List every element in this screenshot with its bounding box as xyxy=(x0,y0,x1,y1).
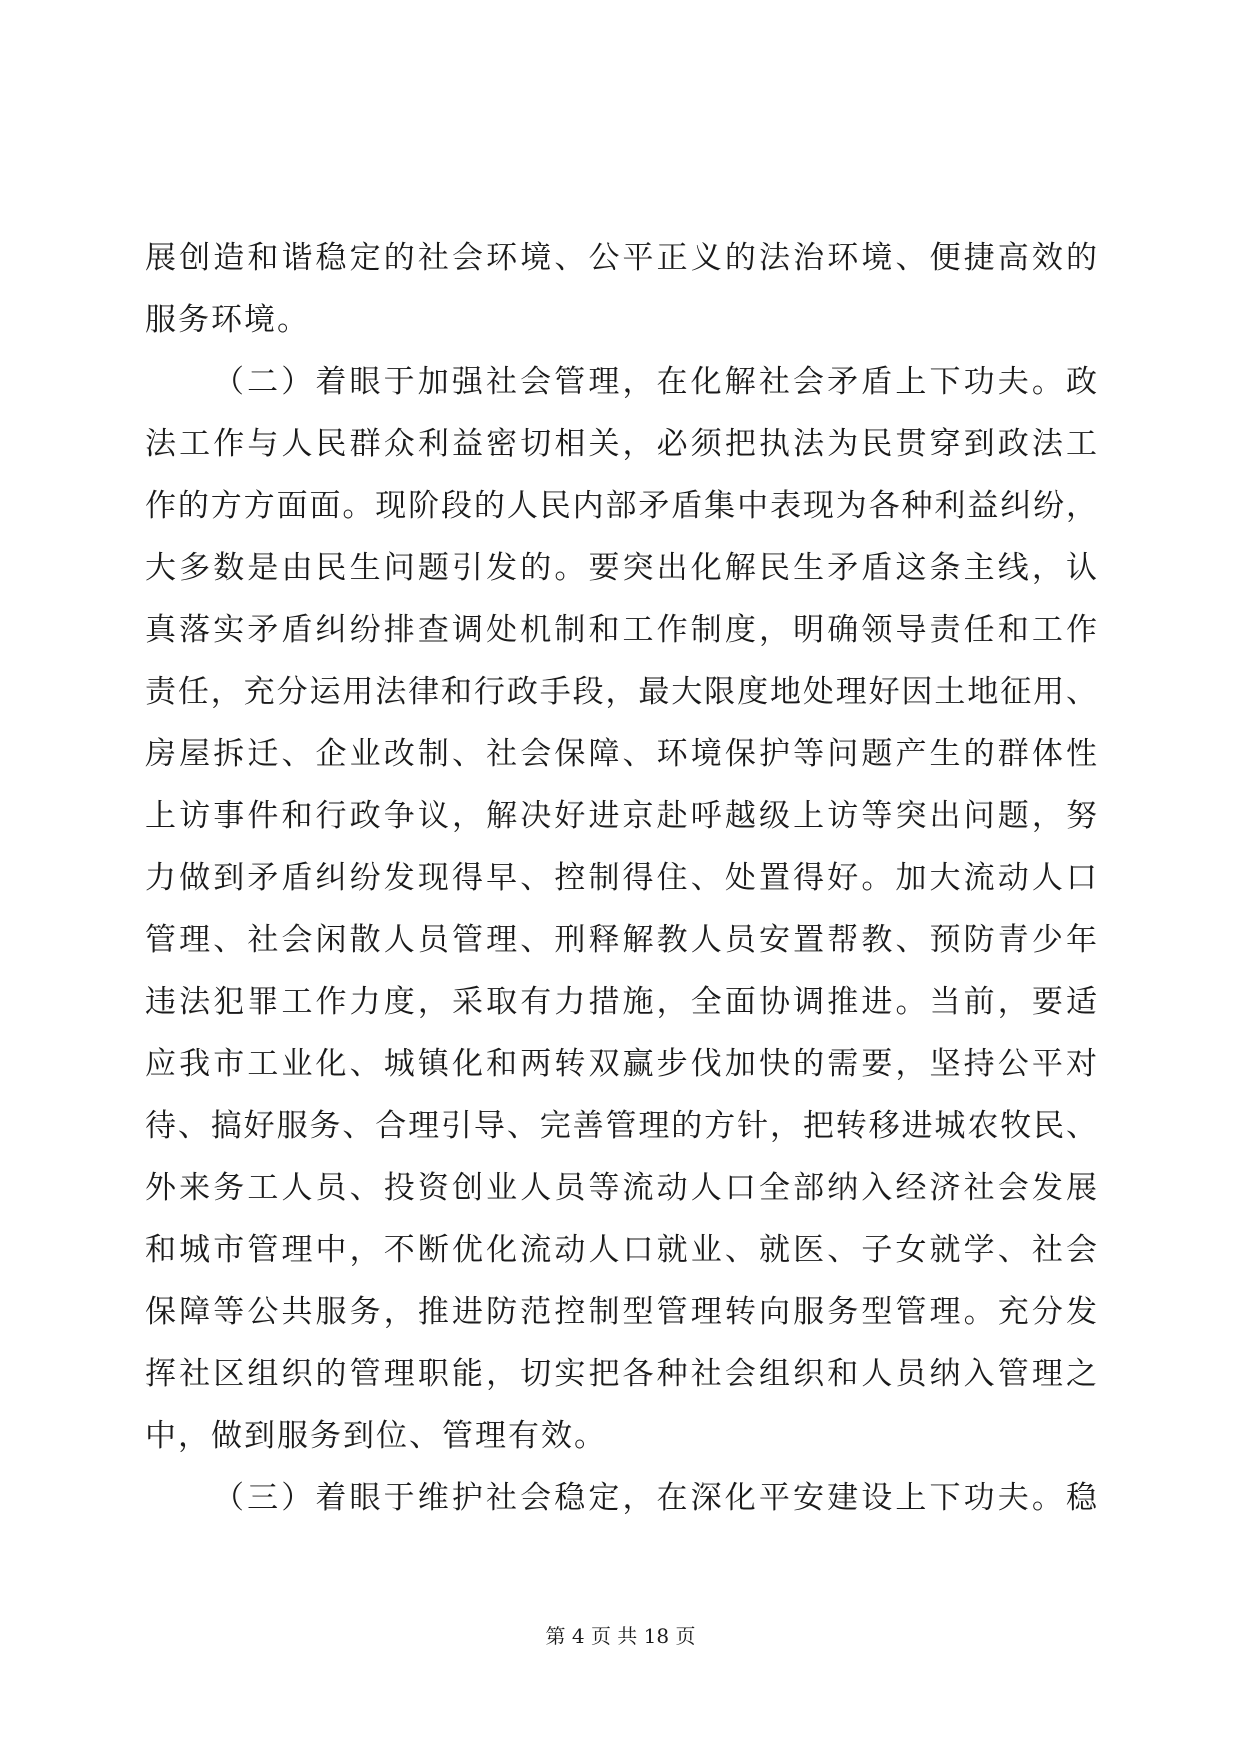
text-line: 挥社区组织的管理职能，切实把各种社会组织和人员纳入管理之 xyxy=(145,1356,1097,1392)
text-line: 大多数是由民生问题引发的。要突出化解民生矛盾这条主线，认 xyxy=(145,550,1097,586)
text-line: 和城市管理中，不断优化流动人口就业、就医、子女就学、社会 xyxy=(145,1232,1097,1268)
paragraph-section-two xyxy=(145,351,1097,1467)
text-line: 违法犯罪工作力度，采取有力措施，全面协调推进。当前，要适 xyxy=(145,984,1097,1020)
text-line: 外来务工人员、投资创业人员等流动人口全部纳入经济社会发展 xyxy=(145,1170,1097,1206)
text-line: 法工作与人民群众利益密切相关，必须把执法为民贯穿到政法工 xyxy=(145,426,1097,462)
text-line: 管理、社会闲散人员管理、刑释解教人员安置帮教、预防青少年 xyxy=(145,922,1097,958)
text-line: 力做到矛盾纠纷发现得早、控制得住、处置得好。加大流动人口 xyxy=(145,860,1097,896)
document-body xyxy=(145,227,1097,1529)
page-number-footer: 第 4 页 共 18 页 xyxy=(545,1624,696,1648)
text-line: 责任，充分运用法律和行政手段，最大限度地处理好因土地征用、 xyxy=(145,674,1097,710)
text-line: 房屋拆迁、企业改制、社会保障、环境保护等问题产生的群体性 xyxy=(145,736,1097,772)
section-heading-line: （二）着眼于加强社会管理，在化解社会矛盾上下功夫。政 xyxy=(213,364,1097,400)
text-line: 保障等公共服务，推进防范控制型管理转向服务型管理。充分发 xyxy=(145,1294,1097,1330)
text-line: 待、搞好服务、合理引导、完善管理的方针，把转移进城农牧民、 xyxy=(145,1108,1097,1144)
paragraph-section-three xyxy=(145,1467,1097,1529)
text-line: 真落实矛盾纠纷排查调处机制和工作制度，明确领导责任和工作 xyxy=(145,612,1097,648)
text-line: 中，做到服务到位、管理有效。 xyxy=(145,1418,607,1454)
section-heading-line: （三）着眼于维护社会稳定，在深化平安建设上下功夫。稳 xyxy=(213,1480,1097,1516)
text-line: 展创造和谐稳定的社会环境、公平正义的法治环境、便捷高效的 xyxy=(145,240,1097,276)
text-line: 上访事件和行政争议，解决好进京赴呼越级上访等突出问题，努 xyxy=(145,798,1097,834)
paragraph-continuation xyxy=(145,227,1097,351)
text-line: 作的方方面面。现阶段的人民内部矛盾集中表现为各种利益纠纷， xyxy=(145,488,1097,524)
text-line: 应我市工业化、城镇化和两转双赢步伐加快的需要，坚持公平对 xyxy=(145,1046,1097,1082)
text-line: 服务环境。 xyxy=(145,302,310,338)
